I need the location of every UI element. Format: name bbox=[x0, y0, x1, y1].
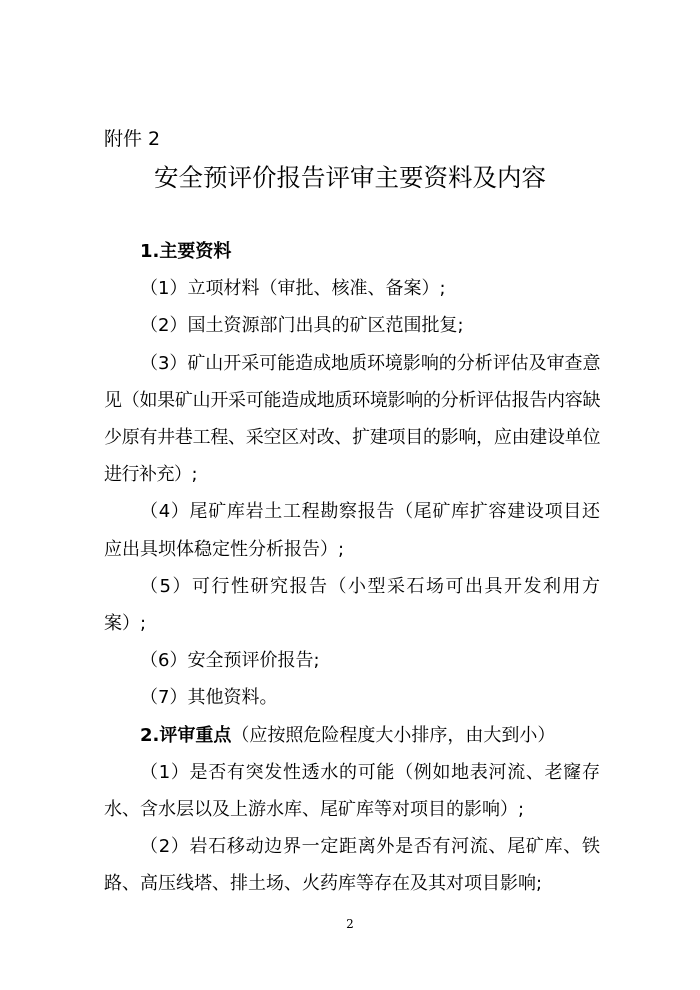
page-number: 2 bbox=[346, 917, 354, 931]
section1-item-6: （6）安全预评价报告; bbox=[140, 650, 320, 672]
section1-item-2: （2）国土资源部门出具的矿区范围批复; bbox=[140, 315, 464, 337]
section2-heading: 2.评审重点 bbox=[140, 724, 232, 746]
section1-item-4: （4）尾矿库岩土工程勘察报告（尾矿库扩容建设项目还应出具坝体稳定性分析报告）; bbox=[104, 501, 600, 560]
section1-heading: 1.主要资料 bbox=[140, 241, 232, 262]
section2-heading-note: （应按照危险程度大小排序，由大到小） bbox=[231, 724, 556, 746]
section2-item-1: （1）是否有突发性透水的可能（例如地表河流、老窿存水、含水层以及上游水库、尾矿库等对项目的影响）; bbox=[104, 761, 600, 821]
section1-item-1: （1）立项材料（审批、核准、备案）; bbox=[140, 278, 446, 300]
attachment-label: 附件 2 bbox=[104, 128, 161, 150]
section2-heading-line bbox=[104, 717, 600, 754]
section1-item-5: （5）可行性研究报告（小型采石场可出具开发利用方案）; bbox=[104, 575, 600, 635]
document-body bbox=[104, 233, 600, 903]
section1-item-3: （3）矿山开采可能造成地质环境影响的分析评估及审查意见（如果矿山开采可能造成地质环境影响的分析评估报告内容缺少原有井巷工程、采空区对改、扩建项目的影响，应由建设单位进行补充）; bbox=[104, 352, 600, 486]
document-title: 安全预评价报告评审主要资料及内容 bbox=[154, 163, 546, 192]
section2-item-2: （2）岩石移动边界一定距离外是否有河流、尾矿库、铁路、高压线塔、排土场、火药库等存在及其对项目影响; bbox=[104, 836, 600, 895]
section1-item-7: （7）其他资料。 bbox=[140, 687, 278, 709]
